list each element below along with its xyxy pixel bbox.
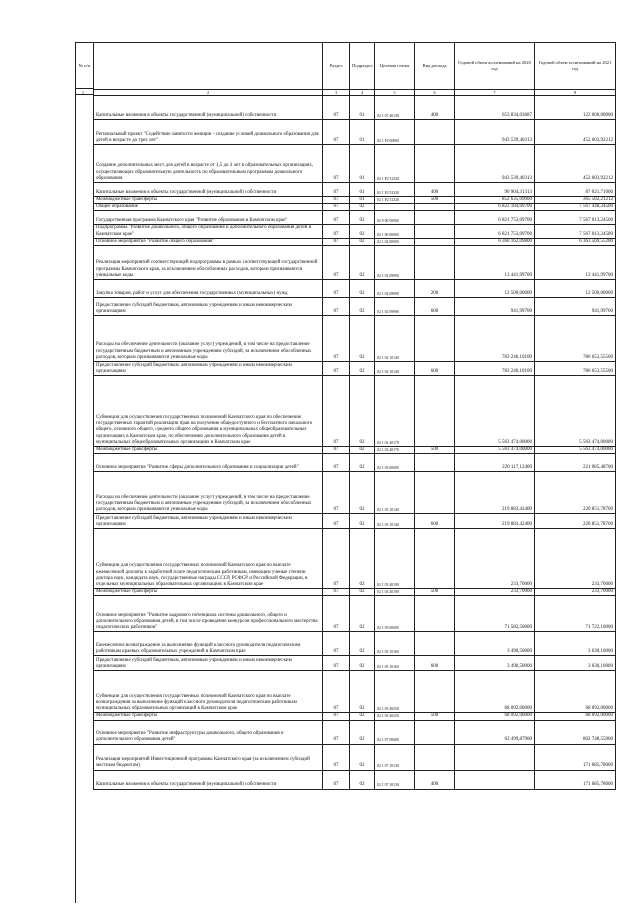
row-target-article: 02 1 07 40130 xyxy=(375,96,415,120)
row-amount-2020 xyxy=(455,770,535,789)
row-target-article: 02 1 02 10140 xyxy=(375,316,415,362)
row-expense-type xyxy=(415,225,455,238)
row-podrazdel: 02 xyxy=(350,376,375,447)
row-name: Региональный проект "Содействие занятости женщин - создание условий дошкольного образования для детей в возрасте до трех лет" xyxy=(94,120,323,145)
row-target-article: 02 1 P2 00000 xyxy=(375,120,415,145)
row-razdel: 07 xyxy=(323,145,350,183)
row-target-article: 02 1 03 40190 xyxy=(375,589,415,596)
row-amount-2020: 943 539,40313 xyxy=(455,120,535,145)
row-name: Предоставление субсидий бюджетным, автономным учреждениям и иным некоммерческим организациям xyxy=(94,298,323,316)
row-expense-type: 500 xyxy=(415,589,455,596)
row-expense-type: 600 xyxy=(415,514,455,529)
row-name: Создание дополнительных мест для детей в возрасте от 1,5 до 3 лет в образовательных организациях, осуществляющих образовательную деятельность по образовательным программам дошкольного образования xyxy=(94,145,323,183)
row-target-article: 02 1 07 00000 xyxy=(375,720,415,744)
colnum-4: 4 xyxy=(350,90,375,96)
row-razdel: 07 xyxy=(323,298,350,316)
row-podrazdel: 02 xyxy=(350,720,375,744)
table-row xyxy=(94,454,616,472)
row-expense-type xyxy=(415,632,455,656)
row-amount-2021: 5 563 474,00000 xyxy=(535,376,616,447)
row-amount-2020: 13 441,99700 xyxy=(455,246,535,280)
row-razdel: 07 xyxy=(323,713,350,720)
row-expense-type xyxy=(415,211,455,225)
table-row xyxy=(94,770,616,789)
row-amount-2020: 219 883,42400 xyxy=(455,514,535,529)
row-expense-type xyxy=(415,671,455,713)
row-name: Субвенции для осуществления государственных полномочий Камчатского края по обеспечению государственных гарантий реализации прав на получение общедоступного и бесплатного начального общего, основного общего, среднего общего образования в муниципальных общеобразовательных организациях в Камчатском крае, по обеспечению дополнительного образования детей в муниципальных общеобразовательных организациях в Камчатском крае xyxy=(94,376,323,447)
row-razdel: 07 xyxy=(323,529,350,589)
row-target-article: 02 1 02 40170 xyxy=(375,447,415,454)
row-razdel: 07 xyxy=(323,211,350,225)
table-row xyxy=(94,720,616,744)
row-podrazdel: 02 xyxy=(350,298,375,316)
header-name xyxy=(94,43,323,90)
row-name: Расходы на обеспечение деятельности (оказание услуг) учреждений, в том числе на предоставление государственным бюджетным и автономным учреждениям субсидий, за исключением обособленных расходов, которым присваиваются уникальные коды xyxy=(94,316,323,362)
row-expense-type: 200 xyxy=(415,280,455,298)
row-expense-type xyxy=(415,376,455,447)
row-podrazdel: 02 xyxy=(350,454,375,472)
row-podrazdel: 02 xyxy=(350,472,375,514)
row-target-article: 02 1 02 00000 xyxy=(375,238,415,245)
table-row xyxy=(94,656,616,671)
row-target-article: 02 1 00 00000 xyxy=(375,225,415,238)
row-razdel: 07 xyxy=(323,447,350,454)
row-expense-type xyxy=(415,204,455,211)
row-target-article: 02 1 05 40250 xyxy=(375,671,415,713)
colnum-2: 2 xyxy=(94,90,323,96)
table-body xyxy=(94,96,616,790)
table-row xyxy=(94,316,616,362)
row-amount-2021: 7 567 448,24500 xyxy=(535,204,616,211)
row-expense-type: 500 xyxy=(415,713,455,720)
row-amount-2020: 233,70000 xyxy=(455,529,535,589)
row-expense-type xyxy=(415,720,455,744)
row-razdel: 07 xyxy=(323,238,350,245)
row-razdel: 07 xyxy=(323,96,350,120)
table-row xyxy=(94,96,616,120)
table-row xyxy=(94,514,616,529)
row-podrazdel: 02 xyxy=(350,514,375,529)
table-row xyxy=(94,238,616,245)
table-row xyxy=(94,298,616,316)
row-target-article: 02 1 03 10140 xyxy=(375,472,415,514)
row-amount-2021: 68 092,00000 xyxy=(535,671,616,713)
table-row xyxy=(94,376,616,447)
row-name: Субвенции для осуществления государственных полномочий Камчатского края по выплате вознаграждения за выполнение функций классного руководителя педагогическим работникам муниципальных образовательных организаций в Камчатском крае xyxy=(94,671,323,713)
row-expense-type xyxy=(415,238,455,245)
row-razdel: 07 xyxy=(323,120,350,145)
row-razdel: 07 xyxy=(323,720,350,744)
header-year-2020: Годовой объем ассигнований на 2020 год xyxy=(455,43,535,90)
row-amount-2021: 7 567 013,24500 xyxy=(535,225,616,238)
row-razdel: 07 xyxy=(323,744,350,770)
row-amount-2020: 3 490,50000 xyxy=(455,632,535,656)
row-name: Предоставление субсидий бюджетным, автономным учреждениям и иным некоммерческим организациям xyxy=(94,656,323,671)
row-amount-2020: 233,70000 xyxy=(455,589,535,596)
row-expense-type xyxy=(415,454,455,472)
row-amount-2021: 12 500,00000 xyxy=(535,280,616,298)
row-amount-2021: 122 000,00000 xyxy=(535,96,616,120)
budget-table xyxy=(93,42,616,790)
row-name: Субвенции для осуществления государственных полномочий Камчатского края по выплате ежемесячной доплаты к заработной плате педагогическим работникам, имеющим ученые степени доктора наук, кандидата наук, государственные награды СССР, РСФСР и Российской Федерации, в отдельных муниципальных образовательных организациях в Камчатском крае xyxy=(94,529,323,589)
header-podrazdel: Подраздел xyxy=(350,43,375,90)
row-amount-2021: 171 685,78000 xyxy=(535,770,616,789)
table-row xyxy=(94,120,616,145)
row-amount-2020: 12 500,00000 xyxy=(455,280,535,298)
row-amount-2020: 68 092,00000 xyxy=(455,713,535,720)
row-name: Капитальные вложения в объекты государственной (муниципальной) собственности xyxy=(94,183,323,197)
budget-table-container xyxy=(93,42,615,790)
row-podrazdel: 01 xyxy=(350,96,375,120)
row-amount-2020 xyxy=(455,744,535,770)
row-podrazdel: 02 xyxy=(350,362,375,376)
row-amount-2020: 653 834,03687 xyxy=(455,96,535,120)
row-razdel: 07 xyxy=(323,514,350,529)
table-row xyxy=(94,632,616,656)
row-target-article xyxy=(375,204,415,211)
row-podrazdel: 02 xyxy=(350,671,375,713)
row-amount-2020: 6 360 162,09800 xyxy=(455,238,535,245)
table-row xyxy=(94,447,616,454)
row-razdel: 07 xyxy=(323,656,350,671)
number-column-body xyxy=(75,95,93,903)
row-podrazdel: 02 xyxy=(350,770,375,789)
row-amount-2020: 6 822 184,09700 xyxy=(455,204,535,211)
table-row xyxy=(94,596,616,632)
row-expense-type: 500 xyxy=(415,447,455,454)
colnum-1: 1 xyxy=(82,90,84,95)
row-name: Межбюджетные трансферты xyxy=(94,447,323,454)
row-number-column xyxy=(75,42,93,903)
table-row xyxy=(94,671,616,713)
row-target-article: 02 1 02 10140 xyxy=(375,362,415,376)
table-row xyxy=(94,225,616,238)
table-row xyxy=(94,472,616,514)
row-name: Предоставление субсидий бюджетным, автономным учреждениям и иным некоммерческим организациям xyxy=(94,514,323,529)
row-podrazdel: 01 xyxy=(350,145,375,183)
row-amount-2021: 5 563 474,00000 xyxy=(535,447,616,454)
row-amount-2021: 68 092,00000 xyxy=(535,713,616,720)
row-podrazdel: 01 xyxy=(350,197,375,204)
table-row xyxy=(94,362,616,376)
row-podrazdel: 02 xyxy=(350,225,375,238)
row-amount-2021: 171 685,78000 xyxy=(535,744,616,770)
row-amount-2020: 852 635,09000 xyxy=(455,197,535,204)
colnum-8: 8 xyxy=(535,90,616,96)
row-name: Реализация мероприятий соответствующей подпрограммы в рамках соответствующей государственной программы Камчатского края, за исключением обособленных расходов, которым присваиваются уникальные коды xyxy=(94,246,323,280)
row-amount-2020: 71 582,50000 xyxy=(455,596,535,632)
row-amount-2020: 68 092,00000 xyxy=(455,671,535,713)
table-row xyxy=(94,529,616,589)
row-amount-2020: 63 499,87900 xyxy=(455,720,535,744)
row-name: Предоставление субсидий бюджетным, автономным учреждениям и иным некоммерческим организациям xyxy=(94,362,323,376)
row-target-article: 02 1 07 10130 xyxy=(375,744,415,770)
table-row xyxy=(94,713,616,720)
row-razdel: 07 xyxy=(323,316,350,362)
row-name: Основное мероприятие "Развитие сферы дополнительного образования и социализации детей" xyxy=(94,454,323,472)
row-razdel: 07 xyxy=(323,632,350,656)
row-podrazdel: 02 xyxy=(350,204,375,211)
row-podrazdel: 01 xyxy=(350,120,375,145)
row-podrazdel: 02 xyxy=(350,596,375,632)
row-amount-2020: 5 563 474,00000 xyxy=(455,447,535,454)
row-name: Государственная программа Камчатского края "Развитие образования в Камчатском крае" xyxy=(94,211,323,225)
row-amount-2021: 452 603,92212 xyxy=(535,120,616,145)
row-amount-2020: 783 246,10100 xyxy=(455,316,535,362)
row-expense-type: 400 xyxy=(415,770,455,789)
row-razdel: 07 xyxy=(323,197,350,204)
row-target-article: 02 1 02 40170 xyxy=(375,376,415,447)
row-expense-type: 600 xyxy=(415,362,455,376)
row-target-article: 02 1 P2 52320 xyxy=(375,145,415,183)
row-target-article: 02 1 P2 52320 xyxy=(375,183,415,197)
row-razdel: 07 xyxy=(323,671,350,713)
row-name: Межбюджетные трансферты xyxy=(94,713,323,720)
row-expense-type: 600 xyxy=(415,656,455,671)
row-podrazdel: 02 xyxy=(350,211,375,225)
table-row xyxy=(94,183,616,197)
row-name: Основное мероприятие "Развитие общего образования" xyxy=(94,238,323,245)
row-target-article: 02 1 05 10160 xyxy=(375,632,415,656)
header-row xyxy=(94,43,616,90)
table-row xyxy=(94,197,616,204)
row-amount-2021: 365 582,21212 xyxy=(535,197,616,204)
row-name: Капитальные вложения в объекты государственной (муниципальной) собственности xyxy=(94,770,323,789)
row-razdel: 07 xyxy=(323,225,350,238)
colnum-5: 5 xyxy=(375,90,415,96)
row-target-article: 02 0 00 00000 xyxy=(375,211,415,225)
row-expense-type xyxy=(415,316,455,362)
row-podrazdel: 02 xyxy=(350,589,375,596)
row-amount-2021: 13 441,99700 xyxy=(535,246,616,280)
row-podrazdel: 02 xyxy=(350,744,375,770)
row-amount-2021: 452 603,92212 xyxy=(535,145,616,183)
row-amount-2020: 6 821 753,09700 xyxy=(455,211,535,225)
row-target-article: 02 1 07 10130 xyxy=(375,770,415,789)
row-podrazdel: 02 xyxy=(350,529,375,589)
row-name: Реализация мероприятий Инвестиционной программы Камчатского края (за исключением субсидий местным бюджетам) xyxy=(94,744,323,770)
row-amount-2020: 219 883,42400 xyxy=(455,472,535,514)
number-header: № п/п xyxy=(75,42,93,89)
row-target-article: 02 1 P2 52320 xyxy=(375,197,415,204)
row-razdel: 07 xyxy=(323,280,350,298)
row-amount-2020: 6 821 753,09700 xyxy=(455,225,535,238)
row-expense-type xyxy=(415,145,455,183)
row-amount-2021: 3 630,10000 xyxy=(535,632,616,656)
row-podrazdel: 01 xyxy=(350,183,375,197)
row-podrazdel: 02 xyxy=(350,632,375,656)
row-target-article: 02 1 05 10160 xyxy=(375,656,415,671)
row-expense-type xyxy=(415,246,455,280)
row-expense-type xyxy=(415,472,455,514)
row-name: Основное мероприятие "Развитие кадрового потенциала системы дошкольного, общего и дополнительного образования детей, в том числе проведение конкурсов профессионального мастерства педагогических работников" xyxy=(94,596,323,632)
colnum-6: 6 xyxy=(415,90,455,96)
row-target-article: 02 1 02 09990 xyxy=(375,280,415,298)
table-row xyxy=(94,211,616,225)
header-target-article: Целевая статья xyxy=(375,43,415,90)
row-amount-2020: 5 563 474,00000 xyxy=(455,376,535,447)
row-amount-2021: 71 722,10000 xyxy=(535,596,616,632)
row-razdel: 07 xyxy=(323,770,350,789)
row-amount-2020: 3 490,50000 xyxy=(455,656,535,671)
row-podrazdel: 02 xyxy=(350,713,375,720)
row-amount-2020: 783 246,10100 xyxy=(455,362,535,376)
row-amount-2020: 90 904,31313 xyxy=(455,183,535,197)
colnum-3: 3 xyxy=(323,90,350,96)
table-row xyxy=(94,589,616,596)
row-expense-type: 400 xyxy=(415,183,455,197)
row-razdel: 07 xyxy=(323,589,350,596)
row-amount-2021: 941,99700 xyxy=(535,298,616,316)
row-expense-type xyxy=(415,529,455,589)
row-amount-2020: 941,99700 xyxy=(455,298,535,316)
table-row xyxy=(94,204,616,211)
row-amount-2021: 220 851,78700 xyxy=(535,472,616,514)
row-target-article: 02 1 03 10140 xyxy=(375,514,415,529)
row-razdel: 07 xyxy=(323,362,350,376)
header-year-2021: Годовой объем ассигнований на 2021 год xyxy=(535,43,616,90)
row-name: Общее образование xyxy=(94,204,323,211)
row-amount-2021: 7 567 013,24500 xyxy=(535,211,616,225)
row-podrazdel: 02 xyxy=(350,280,375,298)
row-razdel: 07 xyxy=(323,472,350,514)
row-amount-2021: 3 630,10000 xyxy=(535,656,616,671)
row-amount-2021: 802 748,55900 xyxy=(535,720,616,744)
row-expense-type: 600 xyxy=(415,298,455,316)
row-amount-2021: 233,70000 xyxy=(535,529,616,589)
row-amount-2021: 233,70000 xyxy=(535,589,616,596)
row-amount-2021: 220 851,78700 xyxy=(535,514,616,529)
row-target-article: 02 1 03 00000 xyxy=(375,454,415,472)
row-amount-2020: 943 539,40313 xyxy=(455,145,535,183)
row-name: Закупка товаров, работ и услуг для обеспечения государственных (муниципальных) нужд xyxy=(94,280,323,298)
table-row xyxy=(94,246,616,280)
row-expense-type: 400 xyxy=(415,96,455,120)
row-razdel: 07 xyxy=(323,376,350,447)
row-expense-type xyxy=(415,744,455,770)
row-name: Подпрограмма "Развитие дошкольного, общего образования и дополнительного образования детей в Камчатском крае" xyxy=(94,225,323,238)
row-expense-type xyxy=(415,120,455,145)
row-podrazdel: 02 xyxy=(350,238,375,245)
row-name: Ежемесячное вознаграждение за выполнение функций классного руководителя педагогическим работникам краевых образовательных учреждений в Камчатском крае xyxy=(94,632,323,656)
header-razdel: Раздел xyxy=(323,43,350,90)
row-name: Межбюджетные трансферты xyxy=(94,197,323,204)
row-amount-2020: 220 117,12400 xyxy=(455,454,535,472)
row-name: Расходы на обеспечение деятельности (оказание услуг) учреждений, в том числе на предоставление государственным бюджетным и автономным учреждениям субсидий, за исключением обособленных расходов, которым присваиваются уникальные коды xyxy=(94,472,323,514)
row-amount-2021: 786 653,55500 xyxy=(535,316,616,362)
row-target-article: 02 1 03 40190 xyxy=(375,529,415,589)
table-row xyxy=(94,280,616,298)
row-razdel: 07 xyxy=(323,246,350,280)
row-razdel: 07 xyxy=(323,183,350,197)
row-amount-2021: 87 021,71000 xyxy=(535,183,616,197)
row-name: Межбюджетные трансферты xyxy=(94,589,323,596)
row-target-article: 02 1 02 09990 xyxy=(375,246,415,280)
table-row xyxy=(94,744,616,770)
row-podrazdel: 02 xyxy=(350,246,375,280)
row-podrazdel: 02 xyxy=(350,316,375,362)
row-target-article: 02 1 05 00000 xyxy=(375,596,415,632)
row-amount-2021: 786 653,55500 xyxy=(535,362,616,376)
row-podrazdel: 02 xyxy=(350,447,375,454)
row-name: Капитальные вложения в объекты государственной (муниципальной) собственности xyxy=(94,96,323,120)
row-target-article: 02 1 02 09990 xyxy=(375,298,415,316)
row-expense-type xyxy=(415,596,455,632)
row-razdel: 07 xyxy=(323,454,350,472)
row-target-article: 02 1 05 40250 xyxy=(375,713,415,720)
row-amount-2021: 221 085,48700 xyxy=(535,454,616,472)
row-amount-2021: 6 363 569,55200 xyxy=(535,238,616,245)
row-podrazdel: 02 xyxy=(350,656,375,671)
row-razdel: 07 xyxy=(323,596,350,632)
header-expense-type: Вид расхода xyxy=(415,43,455,90)
row-razdel: 07 xyxy=(323,204,350,211)
row-expense-type: 500 xyxy=(415,197,455,204)
row-name: Основное мероприятие "Развитие инфраструктуры дошкольного, общего образования и дополнительного образования детей" xyxy=(94,720,323,744)
colnum-7: 7 xyxy=(455,90,535,96)
table-row xyxy=(94,145,616,183)
